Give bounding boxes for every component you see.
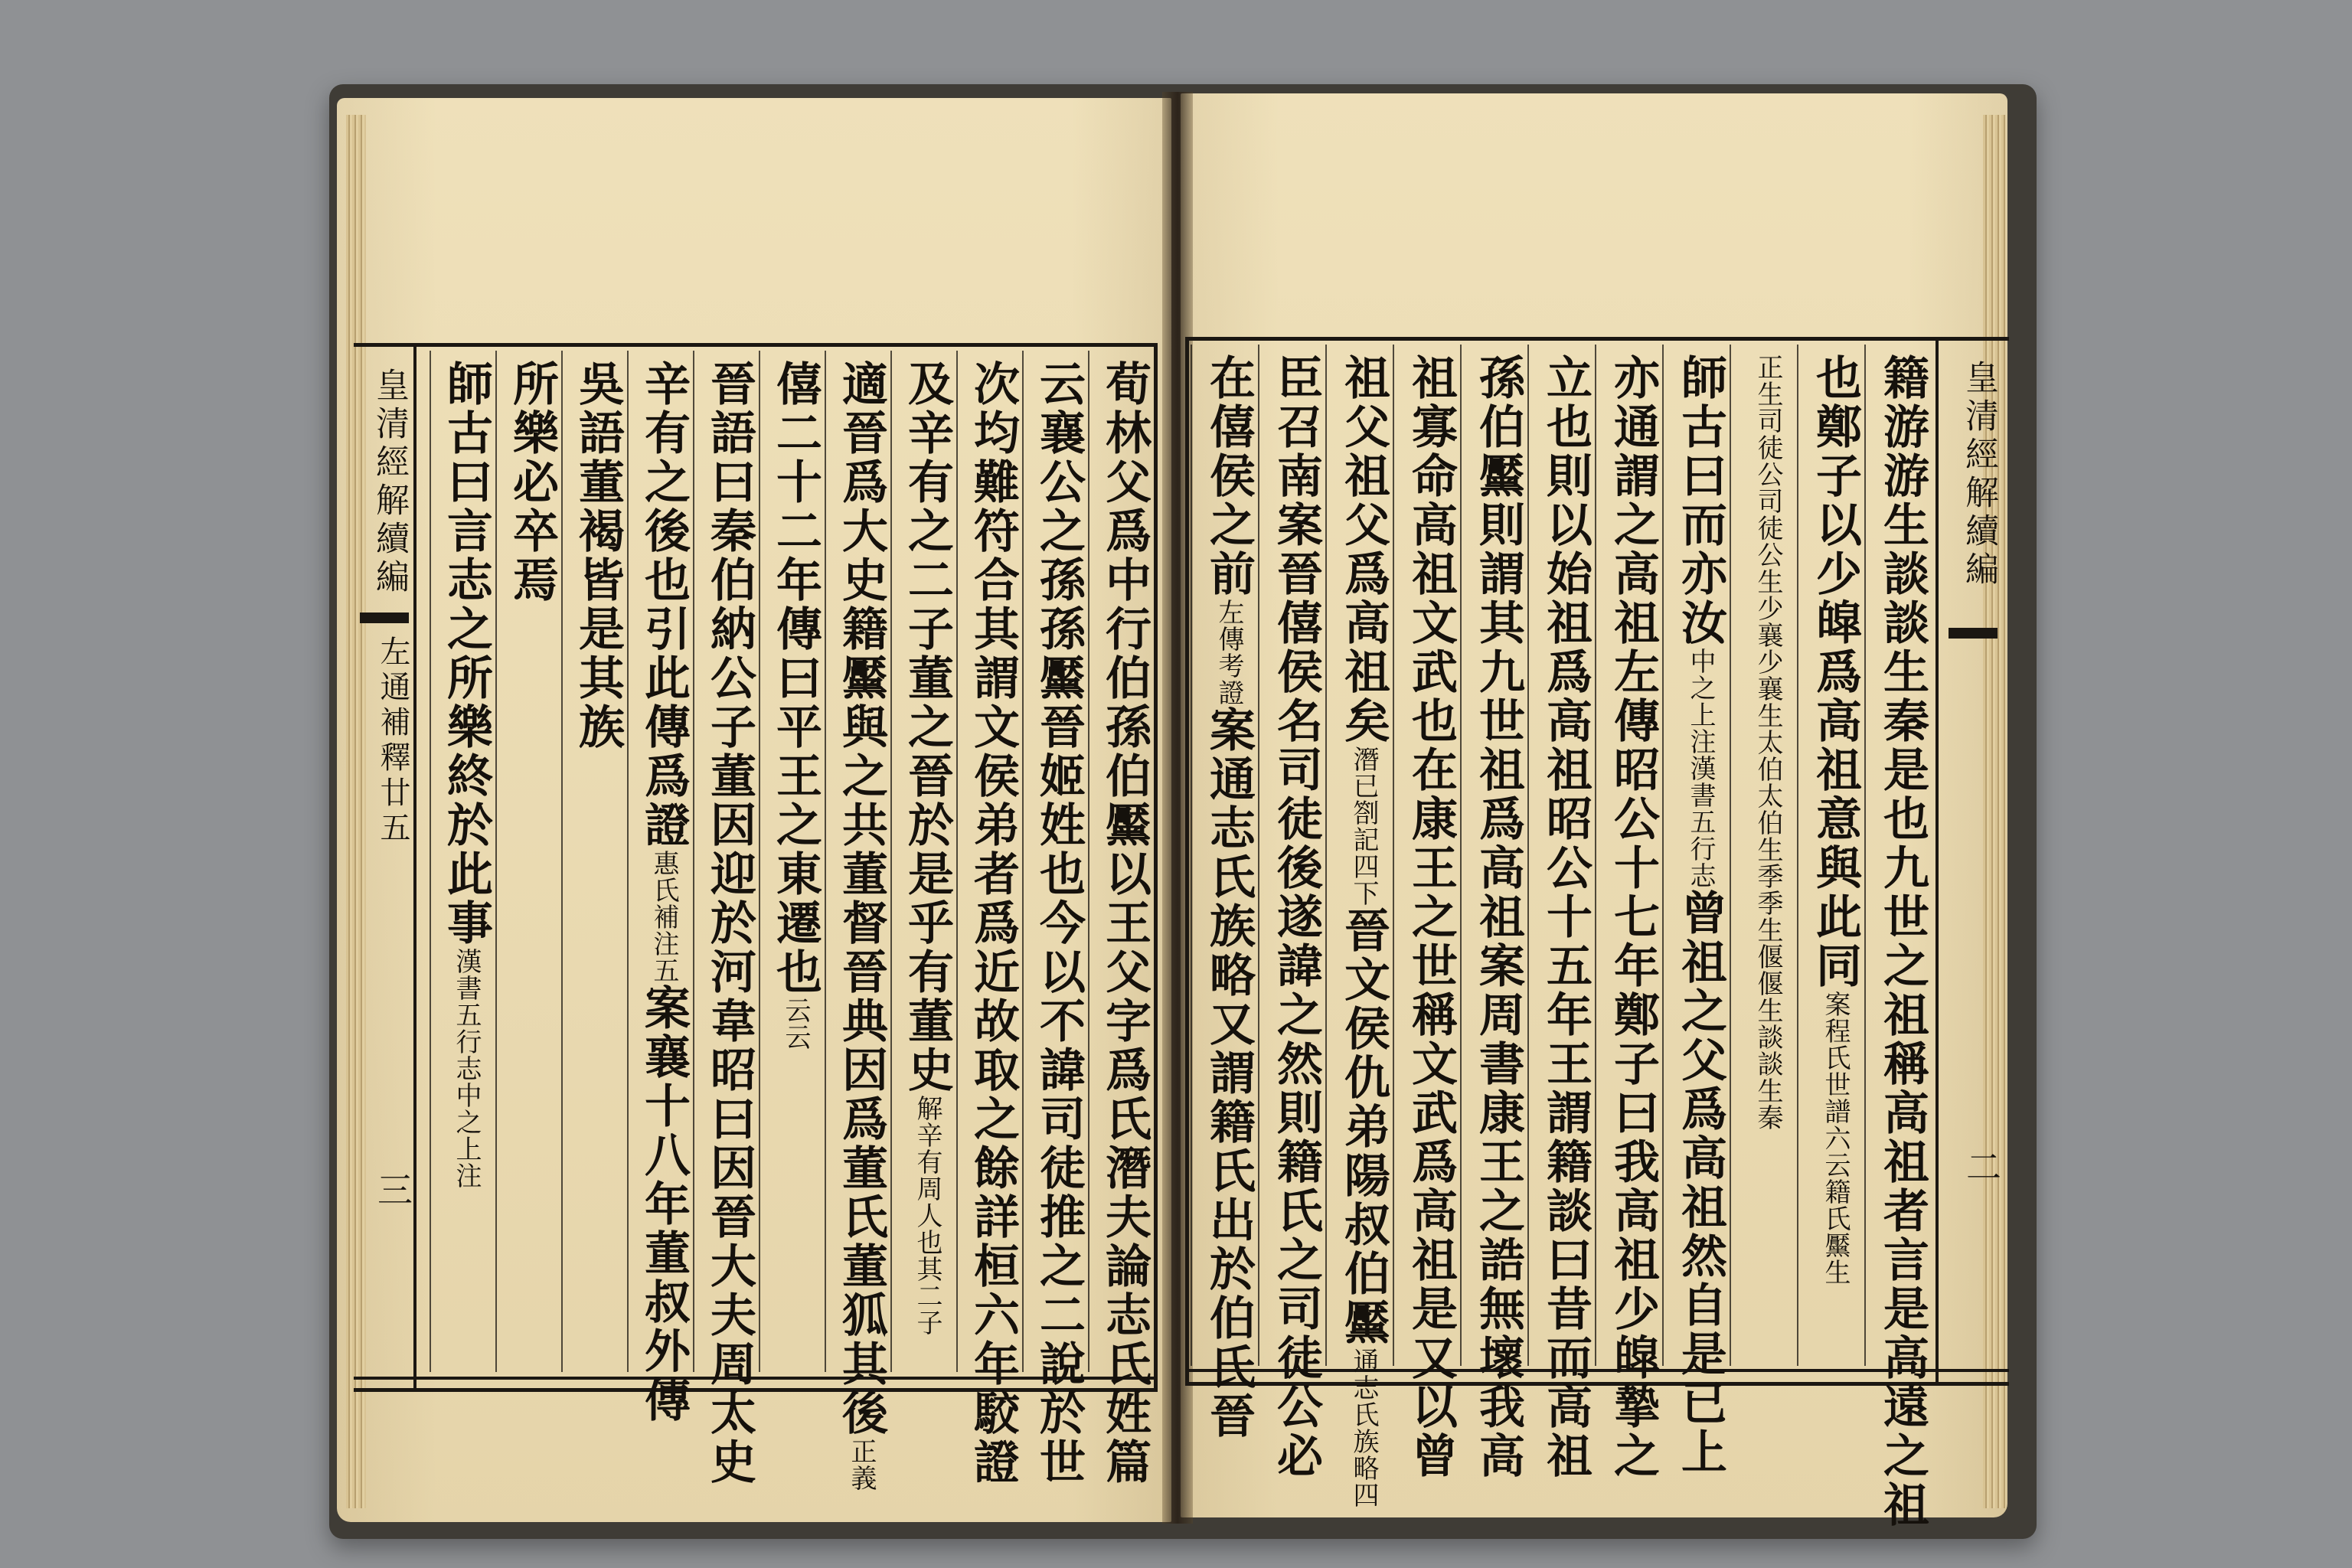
right_page-column-tail: 曾祖之父爲高祖然自是已上 <box>1674 889 1727 1477</box>
right_page-column-main: 在僖侯之前 <box>1202 354 1256 599</box>
left_page-column-main: 適晉爲大史籍黶與之共董督晉典因爲董氏董狐其後 <box>835 360 888 1438</box>
right_page-column-rule <box>1393 345 1394 1366</box>
right_page-column <box>1461 354 1528 1481</box>
right_page-column-main: 籍游游生談談生秦是也九世之祖稱高祖者言是高遠之祖 <box>1876 354 1929 1530</box>
left_page-column <box>1023 360 1089 1487</box>
left_page-column <box>825 360 891 1491</box>
right_page-column <box>1730 354 1798 1357</box>
right_page-column <box>1798 354 1865 1357</box>
left_page-column-note: 解辛有周人也其二子 <box>912 1095 942 1336</box>
left_page-column-main: 晉語曰秦伯納公子董因迎於河韋昭曰因晉大夫周太史 <box>703 360 756 1487</box>
right_page-column-tail: 案通志氏族略又謂籍氏出於伯氏晉 <box>1202 706 1256 1441</box>
right_page-column <box>1596 354 1663 1481</box>
left_page-column-main: 及辛有之二子董之晉於是乎有董史 <box>900 360 954 1095</box>
left_page-column <box>1089 360 1155 1487</box>
right_page-column-rule <box>1797 345 1798 1366</box>
right_page-column-main: 亦通謂之高祖左傳昭公十七年鄭子曰我高祖少皡摯之 <box>1606 354 1660 1481</box>
right_page-column <box>1865 354 1932 1530</box>
left_page-column-main: 辛有之後也引此傳爲證 <box>637 360 691 850</box>
right_page-column-rule <box>1662 345 1664 1366</box>
right_page-column <box>1191 354 1259 1441</box>
right_page-column-note: 正生司徒公司徒公生少襄少襄生太伯太伯生季季生偃偃生談談生秦 <box>1753 354 1783 1131</box>
right_page-column-rule <box>1460 345 1462 1366</box>
left_page-column-rule <box>693 351 694 1372</box>
right_page-column-main: 師古曰而亦汝 <box>1674 354 1727 648</box>
right_page-column-rule <box>1258 345 1259 1366</box>
right_page-column-note: 左傳考證 <box>1214 599 1244 706</box>
left_page-column <box>760 360 825 1363</box>
left_page-column-rule <box>1088 351 1089 1372</box>
left_page-column <box>496 360 562 1363</box>
right_page-column <box>1326 354 1393 1508</box>
left_page-column-note: 正義 <box>846 1438 877 1491</box>
right_page-column <box>1663 354 1730 1477</box>
right_page-column-main: 也鄭子以少皡爲高祖意與此同 <box>1808 354 1862 991</box>
right_page-column-rule <box>1730 345 1731 1366</box>
right_page-column-main: 祖父祖父爲高祖矣 <box>1337 354 1390 746</box>
left_page-column-tail: 案襄十八年董叔外傳 <box>637 984 691 1425</box>
right_page-column <box>1528 354 1596 1481</box>
right_page-column-note: 案程氏世譜六云籍氏黶生 <box>1820 991 1851 1285</box>
left_page-column-note: 云云 <box>780 997 811 1050</box>
left_page-column <box>957 360 1023 1487</box>
left_page-column-rule <box>759 351 760 1372</box>
right_page-column-main: 立也則以始祖爲高祖昭公十五年王謂籍談曰昔而高祖 <box>1539 354 1592 1481</box>
right_page-column-rule <box>1325 345 1327 1366</box>
left-banxin-section: 左通補釋廿五 <box>375 635 410 847</box>
right-banxin-title: 皇清經解續編 <box>1959 360 1998 590</box>
left_page-column <box>694 360 760 1487</box>
right_page-column-rule <box>1595 345 1596 1366</box>
left-fishtail <box>360 612 409 623</box>
right_page-column <box>1393 354 1461 1481</box>
right-page-number: 二 <box>1961 1148 2002 1184</box>
right_page-column-main: 臣召南案晉僖侯名司徒後遂諱之然則籍氏之司徒公必 <box>1269 354 1323 1481</box>
left_page-column-rule <box>825 351 826 1372</box>
right_page-column-rule <box>1527 345 1529 1366</box>
left_page-column-rule <box>956 351 958 1372</box>
left_page-column <box>562 360 628 1363</box>
right_page-column-rule <box>1191 345 1192 1366</box>
left_page-column-main: 云襄公之孫孫黶晉姬姓也今以不諱司徒推之二說於世 <box>1032 360 1086 1487</box>
left_page-column-main: 荀林父爲中行伯孫伯黶以王父字爲氏潛夫論志氏姓篇 <box>1098 360 1152 1487</box>
left_page-column-rule <box>430 351 431 1372</box>
left_page-column-main: 僖二十二年傳曰平王之東遷也 <box>769 360 822 997</box>
left_page-column-main: 師古曰言志之所樂終於此事 <box>439 360 493 948</box>
left_page-column-main: 次均難符合其謂文侯弟者爲近故取之餘詳桓六年駮證 <box>966 360 1020 1487</box>
right-banxin-rule <box>1936 337 1939 1386</box>
left-page-number: 三 <box>372 1171 413 1207</box>
right_page-column-rule <box>1864 345 1866 1366</box>
right_page-column <box>1259 354 1326 1481</box>
left_page-column-rule <box>561 351 563 1372</box>
right_page-column-main: 祖寡命高祖文武也在康王之世稱文武爲高祖是又以曾 <box>1404 354 1458 1481</box>
right_page-column-note: 潛已劄記四下 <box>1348 746 1379 906</box>
left_page-column-rule <box>1022 351 1024 1372</box>
left_page-column-note: 惠氏補注五 <box>648 850 679 984</box>
left_page-column-note: 漢書五行志中之上注 <box>451 948 482 1189</box>
right-fishtail <box>1949 628 1998 639</box>
right_page-column-note2: 通志氏族略四 <box>1348 1348 1379 1508</box>
right_page-column-note: 中之上注漢書五行志 <box>1685 648 1716 889</box>
left_page-column <box>430 360 496 1363</box>
right_page-column-tail: 晉文侯仇弟陽叔伯黶 <box>1337 906 1390 1348</box>
left_page-column <box>628 360 694 1425</box>
left_page-column-main: 吳語董褐皆是其族 <box>571 360 625 752</box>
left_page-column-rule <box>890 351 892 1372</box>
left_page-column-rule <box>495 351 497 1372</box>
left_page-column <box>891 360 957 1363</box>
left-banxin-title: 皇清經解續編 <box>370 368 409 597</box>
left_page-column-main: 所樂必卒焉 <box>505 360 559 605</box>
right_page-column-main: 孫伯黶則謂其九世祖爲高祖案周書康王之誥無壞我高 <box>1472 354 1525 1481</box>
left_page-column-rule <box>627 351 629 1372</box>
